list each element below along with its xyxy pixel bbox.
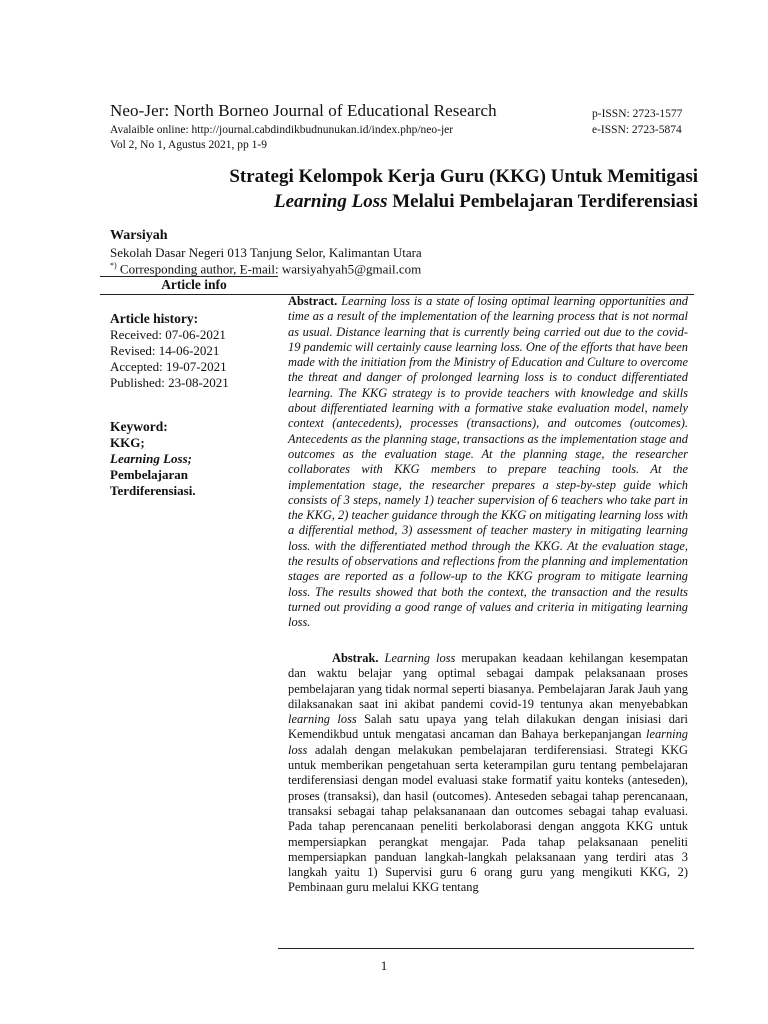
corresponding-text: Corresponding author, E-mail: warsiyahyah5@gmail.com — [116, 261, 422, 277]
title-rest: Melalui Pembelajaran Terdiferensiasi — [387, 191, 698, 212]
accepted-date: Accepted: 19-07-2021 — [110, 359, 227, 374]
keyword-4: Terdiferensiasi. — [110, 483, 196, 498]
online-url[interactable]: Avalaible online: http://journal.cabdindikbudnunukan.id/index.php/neo-jer — [110, 124, 454, 136]
article-info-heading: Article info — [161, 277, 227, 292]
keyword-2 — [110, 451, 196, 467]
title-line-1: Strategi Kelompok Kerja Guru (KKG) Untuk Memitigasi — [229, 166, 698, 187]
abstrak-italic-1: Learning loss — [384, 651, 456, 665]
author-name: Warsiyah — [110, 228, 168, 243]
history-label: Article history: — [110, 311, 199, 326]
title-line-2 — [110, 189, 698, 214]
author-affiliation: Sekolah Dasar Negeri 013 Tanjung Selor, Kalimantan Utara — [110, 245, 422, 260]
p-issn: p-ISSN: 2723-1577 — [592, 108, 683, 120]
abstract-bottom-rule — [278, 948, 694, 949]
abstract-indonesian — [288, 651, 688, 896]
revised-date: Revised: 14-06-2021 — [110, 343, 220, 358]
title-italic: Learning Loss — [274, 191, 388, 212]
abstract-label: Abstract. — [288, 294, 338, 308]
abstrak-italic-3: learning loss — [288, 727, 688, 757]
abstrak-label: Abstrak. — [332, 651, 379, 665]
abstrak-text-2: Salah satu upaya yang telah dilakukan dengan inisiasi dari Kemendikbud untuk mengatasi ancaman dan Bahaya berkepanjangan — [288, 712, 688, 742]
e-issn: e-ISSN: 2723-5874 — [592, 124, 682, 136]
published-date: Published: 23-08-2021 — [110, 375, 229, 390]
journal-title: Neo-Jer: North Borneo Journal of Educational Research — [110, 101, 497, 120]
corr-mark: *) — [110, 261, 117, 270]
keyword-3: Pembelajaran — [110, 467, 188, 482]
keyword-2-text: Learning Loss; — [110, 451, 192, 466]
abstrak-paragraph — [288, 651, 688, 896]
article-history — [110, 311, 229, 391]
abstrak-italic-2: learning loss — [288, 712, 357, 727]
keywords — [110, 419, 196, 499]
abstract-english — [288, 294, 688, 631]
paper-title — [110, 164, 698, 214]
keyword-label: Keyword: — [110, 419, 168, 434]
corresponding-author — [110, 261, 421, 277]
keyword-1: KKG; — [110, 435, 145, 450]
abstrak-text-3: adalah dengan melakukan pembelajaran terdiferensiasi. Strategi KKG untuk memberikan pengetahuan serta keterampilan guru tentang pembelajaran terdiferensiasi dengan model evaluasi stake formatif yaitu konteks (anteseden), proses (transaksi), dan hasil (outcomes). Anteseden sebagai tahap perencanaan, transaksi sebagai tahap pelaksananaan dan outcomes sebagai tahap evaluasi. Pada tahap perencanaan peneliti berkolaborasi dengan anggota KKG untuk mempersiapkan perangkat mengajar. Pada tahap pelaksanaan peneliti mempersiapkan panduan langkah-langkah pelaksanaan yang terdiri atas 3 langkah yaitu 1) Supervisi guru 6 orang guru yang mengikuti KKG, 2) Pembinaan guru melalui KKG tentang — [288, 742, 688, 895]
abstrak-text-1: merupakan keadaan kehilangan kesempatan dan waktu belajar yang optimal sebagai dampak pelaksanaan proses pembelajaran yang tidak normal seperti biasanya. Pembelajaran Jarak Jauh yang dilaksanakan saat ini akibat pandemi covid-19 tentunya akan menyebabkan — [288, 651, 688, 711]
abstract-english-text: Learning loss is a state of losing optimal learning opportunities and time as a result of the implementation of the learning process that is not normal as usual. Distance learning that is currently being carried out due to the covid-19 pandemic will certainly cause learning loss. One of the efforts that have been made with the initiation from the Ministry of Education and Culture to overcome the threat and danger of prolonged learning loss is to conduct differentiated learning. The KKG strategy is to provide teachers with knowledge and skills about differentiated learning with a formative stake evaluation model, namely context (antecedents), processes (transactions), and outcomes (outcomes). Antecedents as the planning stage, transactions as the implementation stage and outcomes as the evaluation stage. At the planning stage, the researcher collaborates with KKG members to prepare teaching tools. At the implementation stage, the researcher prepares a step-by-step guide which consists of 3 steps, namely 1) teacher supervision of 6 teachers who take part in the KKG, 2) teacher guidance through the KKG on mitigating learning loss with a differential method, 3) assessment of teacher mastery in mitigating learning loss. with the differentiated method through the KKG. At the evaluation stage, the results of observations and reflections from the planning and implementation stages are reported as a follow-up to the KKG program to mitigate learning loss. The results showed that both the context, the transaction and the results turned out providing a good range of values and criteria in mitigating learning loss. — [288, 294, 688, 630]
volume-info: Vol 2, No 1, Agustus 2021, pp 1-9 — [110, 139, 267, 151]
received-date: Received: 07-06-2021 — [110, 327, 226, 342]
page-number: 1 — [380, 958, 388, 973]
